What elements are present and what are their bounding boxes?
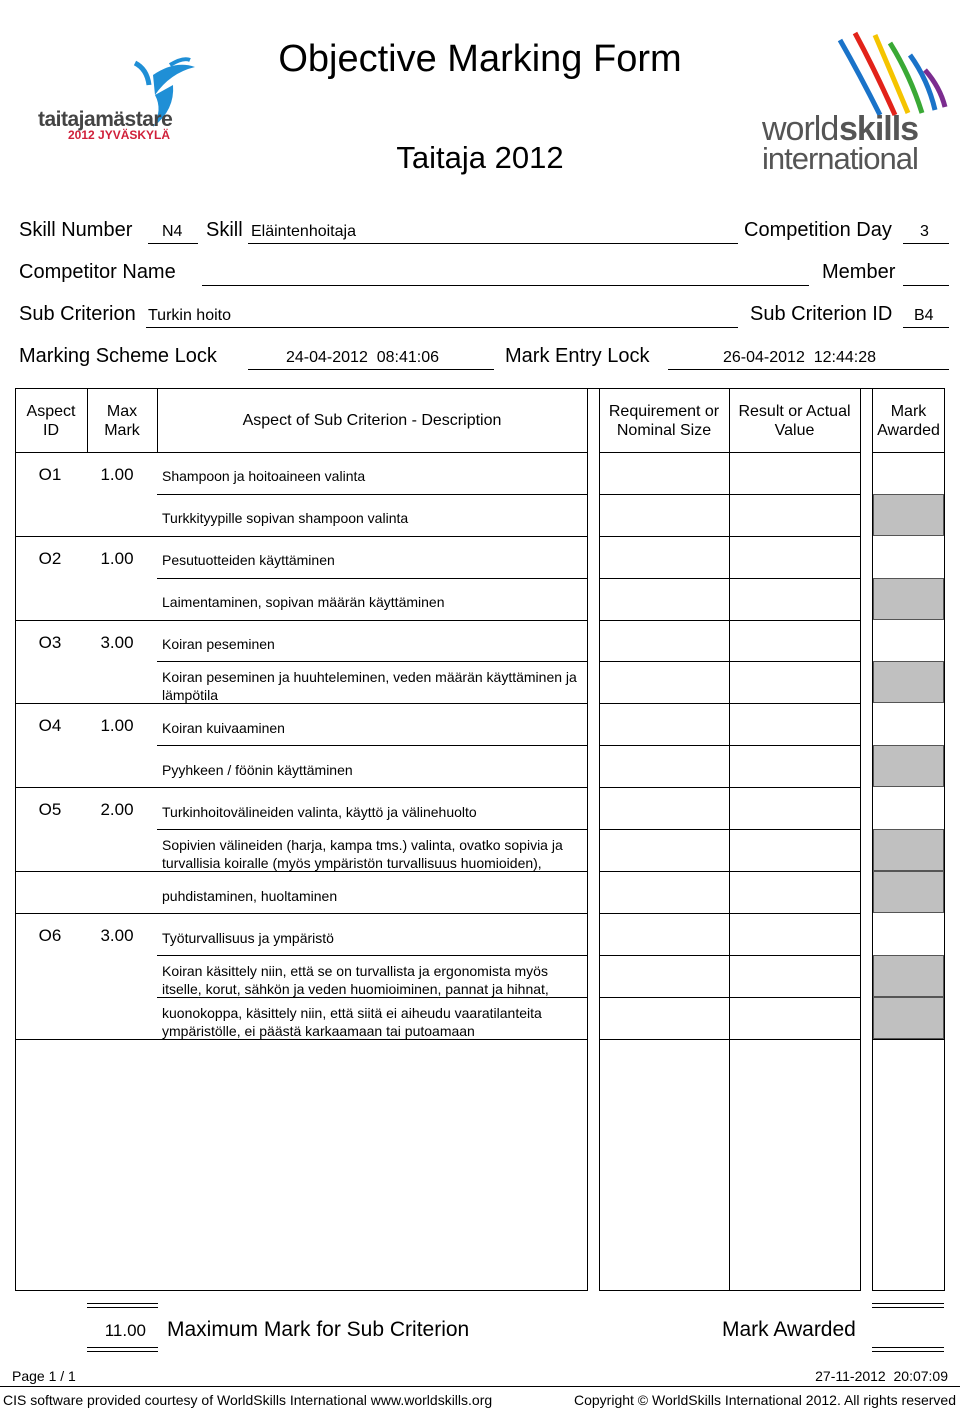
header-requirement: Requirement or Nominal Size <box>608 403 720 439</box>
aspect-description: Turkinhoitovälineiden valinta, käyttö ja välinehuolto <box>162 804 477 820</box>
max-mark-label: Maximum Mark for Sub Criterion <box>167 1318 470 1341</box>
footer-divider <box>0 1386 960 1387</box>
sub-criterion-label: Sub Criterion <box>19 303 136 325</box>
header-result: Result or Actual Value <box>738 403 851 439</box>
marking-scheme-lock-label: Marking Scheme Lock <box>19 345 217 367</box>
col-line-result-right <box>860 388 861 1291</box>
aspect-description: Työturvallisuus ja ympäristö <box>162 930 334 946</box>
mark-entry-lock-label: Mark Entry Lock <box>505 345 650 367</box>
skill-underline <box>248 243 738 244</box>
competition-day-label: Competition Day <box>744 219 892 241</box>
col-line-desc-right <box>587 388 588 1291</box>
competition-day-underline <box>903 243 949 244</box>
aspect-max-mark: 3.00 <box>100 633 134 652</box>
skill-number-label: Skill Number <box>19 219 133 241</box>
mark-entry-lock-underline <box>668 369 949 370</box>
page-number: Page 1 / 1 <box>12 1368 76 1384</box>
worldskills-logo-world: world <box>762 110 839 148</box>
aspect-description: Laimentaminen, sopivan määrän käyttäminen <box>162 594 445 610</box>
aspect-description: Koiran peseminen <box>162 636 275 652</box>
mark-awarded-cell <box>873 745 944 787</box>
competitor-name-underline <box>202 285 809 286</box>
aspect-description: Pesutuotteiden käyttäminen <box>162 552 335 568</box>
skill-value: Eläintenhoitaja <box>251 223 356 240</box>
mark-awarded-cell <box>873 871 944 913</box>
form-title: Objective Marking Form <box>278 38 682 80</box>
mark-entry-lock-value: 26-04-2012 12:44:28 <box>723 349 877 366</box>
aspect-description: Sopivien välineiden (harja, kampa tms.) valinta, ovatko sopivia ja turvallisia koiralle (myös ympäristön turvallisuus huomioiden), <box>162 837 563 871</box>
skill-number-value: N4 <box>162 223 183 240</box>
aspect-description: kuonokoppa, käsittely niin, että siitä ei aiheudu vaaratilanteita ympäristölle, ei päästä karkaamaan tai putoamaan <box>162 1005 542 1039</box>
aspect-id: O4 <box>38 716 62 735</box>
mark-awarded-cell <box>873 997 944 1039</box>
worldskills-logo-international: international <box>762 141 918 176</box>
competitor-name-label: Competitor Name <box>19 261 176 283</box>
skill-label: Skill <box>206 219 243 241</box>
skill-number-underline <box>148 243 198 244</box>
col-line-id-max <box>87 388 88 452</box>
col-line-max-desc <box>157 388 158 452</box>
header-mark-awarded: Mark Awarded <box>877 403 940 439</box>
aspect-max-mark: 1.00 <box>100 549 134 568</box>
col-line-req-left <box>599 388 600 1291</box>
sub-criterion-id-value: B4 <box>914 307 934 324</box>
max-mark-total: 11.00 <box>104 1321 146 1340</box>
aspect-max-mark: 1.00 <box>100 716 134 735</box>
header-aspect-id: Aspect ID <box>26 403 76 439</box>
aspect-description: Koiran käsittely niin, että se on turvallista ja ergonomista myös itselle, korut, sähkön ja veden huomioiminen, pannat ja hihnat, <box>162 963 549 997</box>
mark-awarded-cell <box>873 829 944 871</box>
aspect-description: Koiran peseminen ja huuhteleminen, veden määrän käyttäminen ja lämpötila <box>162 669 577 703</box>
aspect-description: Turkkityypille sopivan shampoon valinta <box>162 510 409 526</box>
aspect-description: Pyyhkeen / föönin käyttäminen <box>162 762 353 778</box>
sub-criterion-underline <box>146 327 738 328</box>
col-line-left <box>15 388 16 1291</box>
mark-awarded-cell <box>873 661 944 703</box>
taitaja-logo-name: taitajamästare <box>38 108 173 131</box>
competition-day-value: 3 <box>920 223 929 240</box>
sub-criterion-id-label: Sub Criterion ID <box>750 303 893 325</box>
aspect-id: O2 <box>38 549 62 568</box>
col-line-right <box>944 388 945 1291</box>
form-subtitle: Taitaja 2012 <box>396 140 564 175</box>
mark-awarded-cell <box>873 494 944 536</box>
sub-criterion-id-underline <box>903 327 949 328</box>
mark-awarded-cell <box>873 578 944 620</box>
marking-scheme-lock-underline <box>248 369 494 370</box>
aspect-max-mark: 3.00 <box>100 926 134 945</box>
mark-awarded-cell <box>873 955 944 997</box>
aspect-description: Koiran kuivaaminen <box>162 720 285 736</box>
courtesy-text: CIS software provided courtesy of WorldSkills International www.worldskills.org <box>3 1392 493 1408</box>
mark-awarded-label: Mark Awarded <box>722 1318 856 1341</box>
worldskills-logo-skills: skills <box>839 110 919 148</box>
aspect-max-mark: 2.00 <box>100 800 134 819</box>
aspect-description: Shampoon ja hoitoaineen valinta <box>162 468 366 484</box>
header-description: Aspect of Sub Criterion - Description <box>242 412 502 429</box>
member-label: Member <box>822 261 896 283</box>
copyright-text: Copyright © WorldSkills International 2012. All rights reserved <box>573 1392 956 1408</box>
sub-criterion-value: Turkin hoito <box>148 307 231 324</box>
aspect-id: O1 <box>38 465 62 484</box>
col-line-req-result <box>729 388 730 1291</box>
aspect-description: puhdistaminen, huoltaminen <box>162 888 338 904</box>
taitaja-logo-city: 2012 JYVÄSKYLÄ <box>68 128 171 142</box>
aspect-id: O3 <box>38 633 62 652</box>
aspect-id: O6 <box>38 926 62 945</box>
aspect-id: O5 <box>38 800 62 819</box>
print-datetime: 27-11-2012 20:07:09 <box>815 1368 948 1384</box>
marking-scheme-lock-value: 24-04-2012 08:41:06 <box>286 349 440 366</box>
header-max-mark: Max Mark <box>104 403 140 439</box>
member-underline <box>903 285 949 286</box>
aspect-max-mark: 1.00 <box>100 465 134 484</box>
